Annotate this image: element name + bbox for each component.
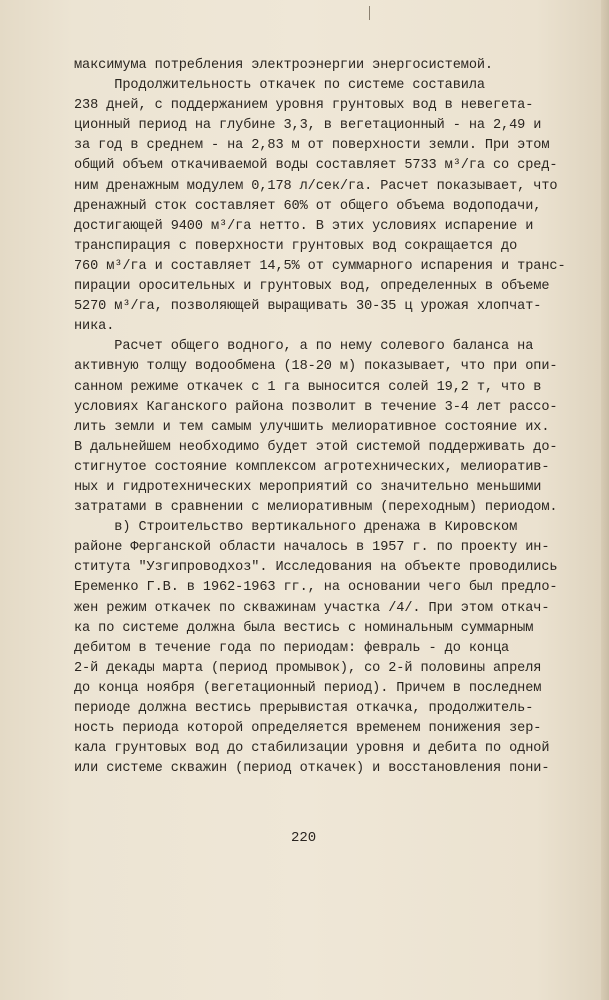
text-line: 238 дней, с поддержанием уровня грунтовых вод в невегета- (74, 98, 534, 114)
pen-mark (369, 6, 370, 20)
text-line: ним дренажным модулем 0,178 л/сек/га. Расчет показывает, что (74, 178, 558, 194)
page-edge (601, 0, 609, 1000)
text-line: транспирация с поверхности грунтовых вод сокращается до (74, 238, 518, 254)
text-line: ка по системе должна была вестись с номинальным суммарным (74, 620, 534, 636)
text-line: Продолжительность откачек по системе составила (74, 78, 485, 94)
text-line: 2-й декады марта (период промывок), со 2-й половины апреля (74, 660, 542, 676)
text-line: кала грунтовых вод до стабилизации уровня и дебита по одной (74, 741, 550, 757)
text-line: ных и гидротехнических мероприятий со значительно меньшими (74, 479, 542, 495)
text-line: затратами в сравнении с мелиоративным (переходным) периодом. (74, 500, 558, 516)
text-line: дебитом в течение года по периодам: февраль - до конца (74, 640, 510, 656)
text-line: активную толщу водообмена (18-20 м) показывает, что при опи- (74, 359, 558, 375)
text-line: стигнутое состояние комплексом агротехнических, мелиоратив- (74, 459, 550, 475)
text-line: санном режиме откачек с 1 га выносится солей 19,2 т, что в (74, 379, 542, 395)
text-line: в) Строительство вертикального дренажа в Кировском (74, 520, 518, 536)
text-line: условиях Каганского района позволит в течение 3-4 лет рассо- (74, 399, 558, 415)
text-line: Расчет общего водного, а по нему солевого баланса на (74, 339, 534, 355)
text-line: районе Ферганской области началось в 1957 г. по проекту ин- (74, 540, 550, 556)
text-line: лить земли и тем самым улучшить мелиоративное состояние их. (74, 419, 550, 435)
text-line: общий объем откачиваемой воды составляет 5733 м³/га со сред- (74, 158, 558, 174)
text-line: ционный период на глубине 3,3, в вегетационный - на 2,49 и (74, 118, 542, 134)
text-line: В дальнейшем необходимо будет этой системой поддерживать до- (74, 439, 558, 455)
body-text (74, 56, 566, 779)
text-line: дренажный сток составляет 60% от общего объема водоподачи, (74, 198, 542, 214)
text-line: за год в среднем - на 2,83 м от поверхности земли. При этом (74, 138, 550, 154)
text-line: Еременко Г.В. в 1962-1963 гг., на основании чего был предло- (74, 580, 558, 596)
page-number: 220 (291, 830, 317, 846)
text-line: жен режим откачек по скважинам участка /4/. При этом откач- (74, 600, 550, 616)
text-line: достигающей 9400 м³/га нетто. В этих условиях испарение и (74, 218, 534, 234)
text-line: ститута "Узгипроводхоз". Исследования на объекте проводились (74, 560, 558, 576)
text-line: 5270 м³/га, позволяющей выращивать 30-35 ц урожая хлопчат- (74, 299, 542, 315)
text-line: 760 м³/га и составляет 14,5% от суммарного испарения и транс- (74, 258, 566, 274)
text-line: периоде должна вестись прерывистая откачка, продолжитель- (74, 701, 534, 716)
text-line: или системе скважин (период откачек) и восстановления пони- (74, 761, 550, 777)
text-line: ность периода которой определяется временем понижения зер- (74, 721, 542, 737)
text-line: до конца ноября (вегетационный период). Причем в последнем (74, 680, 542, 696)
text-line: максимума потребления электроэнергии энергосистемой. (74, 58, 493, 73)
text-line: ника. (74, 319, 115, 335)
text-line: пирации оросительных и грунтовых вод, определенных в объеме (74, 279, 550, 295)
